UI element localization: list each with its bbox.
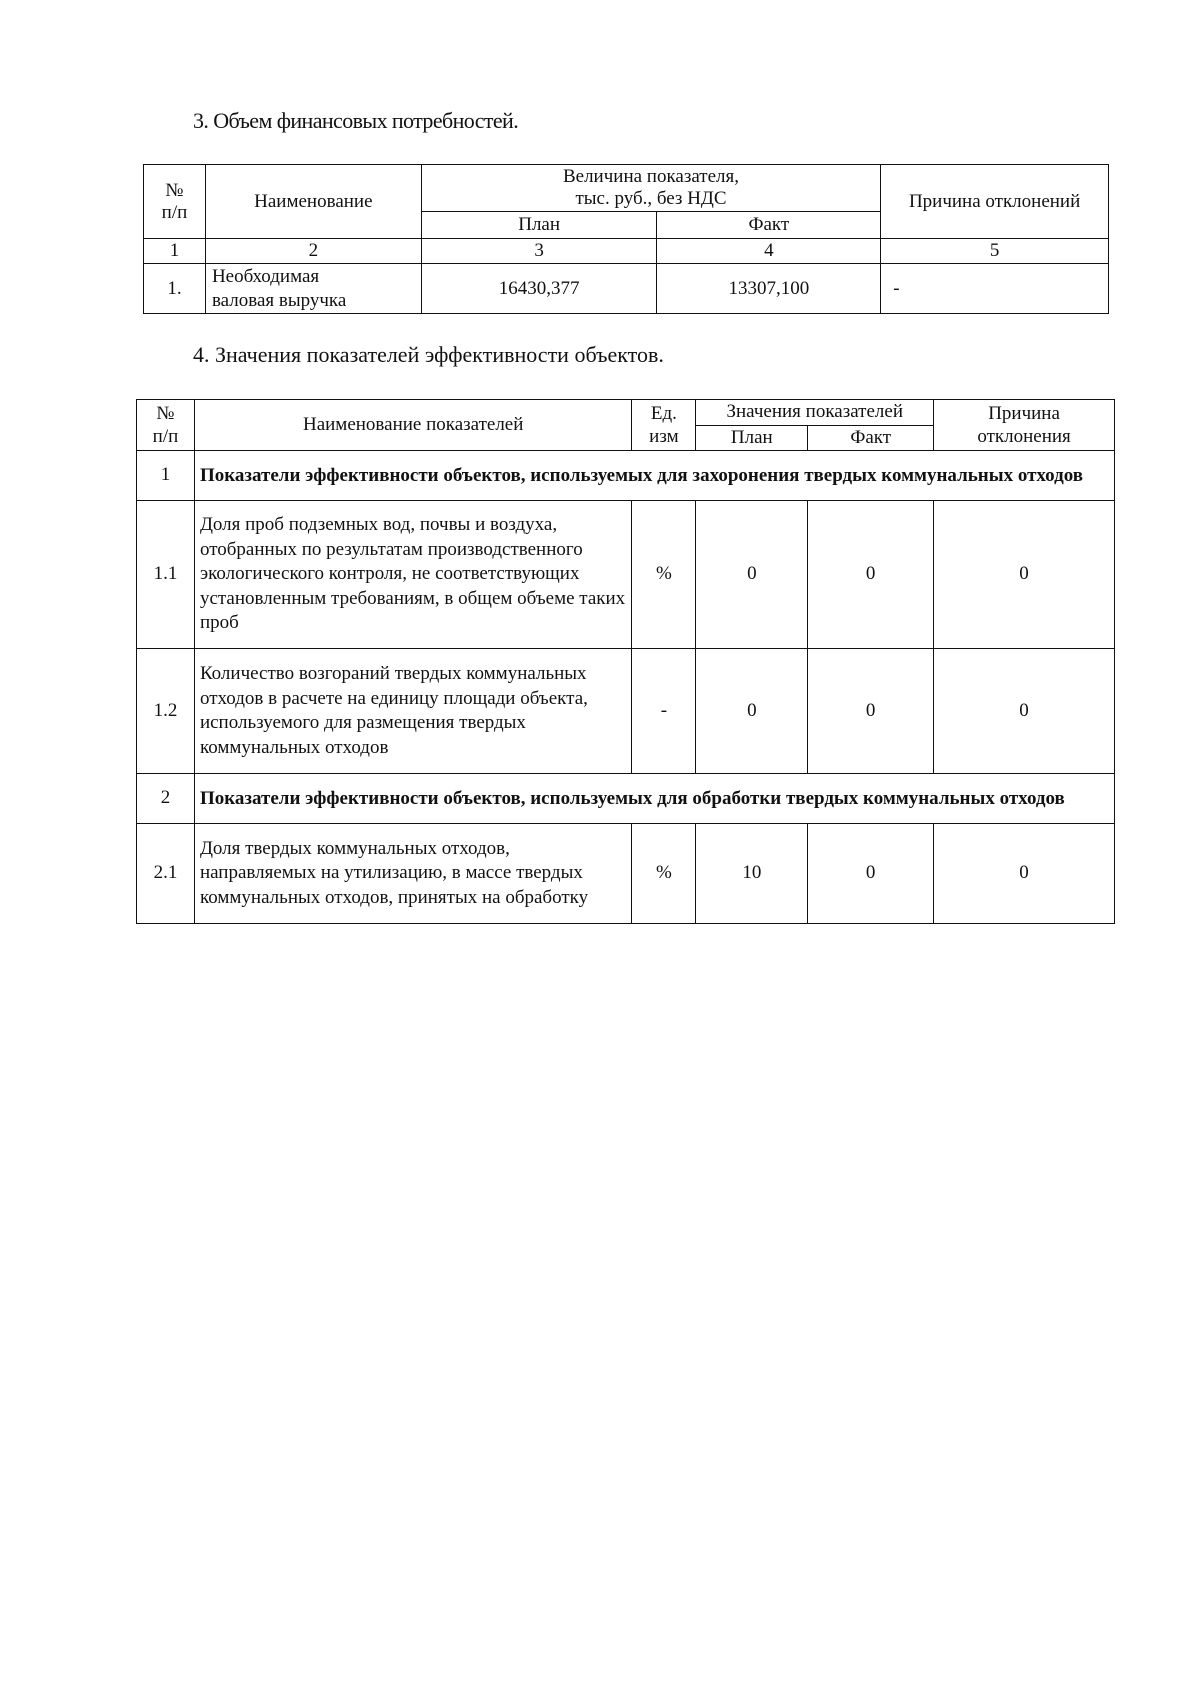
col-number: 3: [421, 239, 657, 264]
row-plan: 0: [696, 649, 808, 774]
row-fact: 0: [808, 649, 934, 774]
row-num: 1.2: [137, 649, 195, 774]
row-reason: 0: [934, 501, 1115, 649]
plan-header: План: [421, 212, 657, 239]
row-unit: -: [632, 649, 696, 774]
table-row: [137, 649, 1115, 774]
num-header: № п/п: [137, 400, 195, 451]
group-row: [137, 451, 1115, 501]
name-header: Наименование: [205, 165, 421, 239]
col-number: 2: [205, 239, 421, 264]
col-number: 5: [881, 239, 1109, 264]
row-name: Доля проб подземных вод, почвы и воздуха, отобранных по результатам производственного экологического контроля, не соответствующих установленным требованиям, в общем объеме таких проб: [194, 501, 631, 649]
row-name: Доля твердых коммунальных отходов, направляемых на утилизацию, в массе твердых коммунальных отходов, принятых на обработку: [194, 824, 631, 924]
row-name: Количество возгораний твердых коммунальных отходов в расчете на единицу площади объекта, используемого для размещения твердых коммунальных отходов: [194, 649, 631, 774]
unit-header: Ед. изм: [632, 400, 696, 451]
row-name: Необходимая валовая выручка: [205, 264, 421, 314]
row-fact: 0: [808, 501, 934, 649]
group-num: 1: [137, 451, 195, 501]
group-num: 2: [137, 774, 195, 824]
row-plan: 16430,377: [421, 264, 657, 314]
table-row: [137, 824, 1115, 924]
row-plan: 0: [696, 501, 808, 649]
financial-needs-table: [143, 164, 1109, 314]
section-3-heading: 3. Объем финансовых потребностей.: [193, 108, 519, 133]
row-fact: 13307,100: [657, 264, 881, 314]
row-num: 1.: [144, 264, 206, 314]
row-num: 2.1: [137, 824, 195, 924]
table-row: [137, 501, 1115, 649]
col-number: 1: [144, 239, 206, 264]
row-fact: 0: [808, 824, 934, 924]
col-number: 4: [657, 239, 881, 264]
row-reason: 0: [934, 824, 1115, 924]
row-num: 1.1: [137, 501, 195, 649]
row-plan: 10: [696, 824, 808, 924]
group-row: [137, 774, 1115, 824]
value-header: Величина показателя, тыс. руб., без НДС: [421, 165, 880, 212]
row-unit: %: [632, 824, 696, 924]
values-header: Значения показателей: [696, 400, 934, 426]
group-title: Показатели эффективности объектов, используемых для захоронения твердых коммунальных отходов: [194, 451, 1114, 501]
row-unit: %: [632, 501, 696, 649]
section-4-heading: 4. Значения показателей эффективности объектов.: [193, 342, 664, 367]
fact-header: Факт: [808, 425, 934, 451]
plan-header: План: [696, 425, 808, 451]
row-reason: 0: [934, 649, 1115, 774]
reason-header: Причина отклонений: [881, 165, 1109, 239]
reason-header: Причина отклонения: [934, 400, 1115, 451]
efficiency-indicators-table: [136, 399, 1115, 924]
table-row: [144, 264, 1109, 314]
group-title: Показатели эффективности объектов, используемых для обработки твердых коммунальных отходов: [194, 774, 1114, 824]
num-header: № п/п: [144, 165, 206, 239]
fact-header: Факт: [657, 212, 881, 239]
name-header: Наименование показателей: [194, 400, 631, 451]
row-reason: -: [881, 264, 1109, 314]
